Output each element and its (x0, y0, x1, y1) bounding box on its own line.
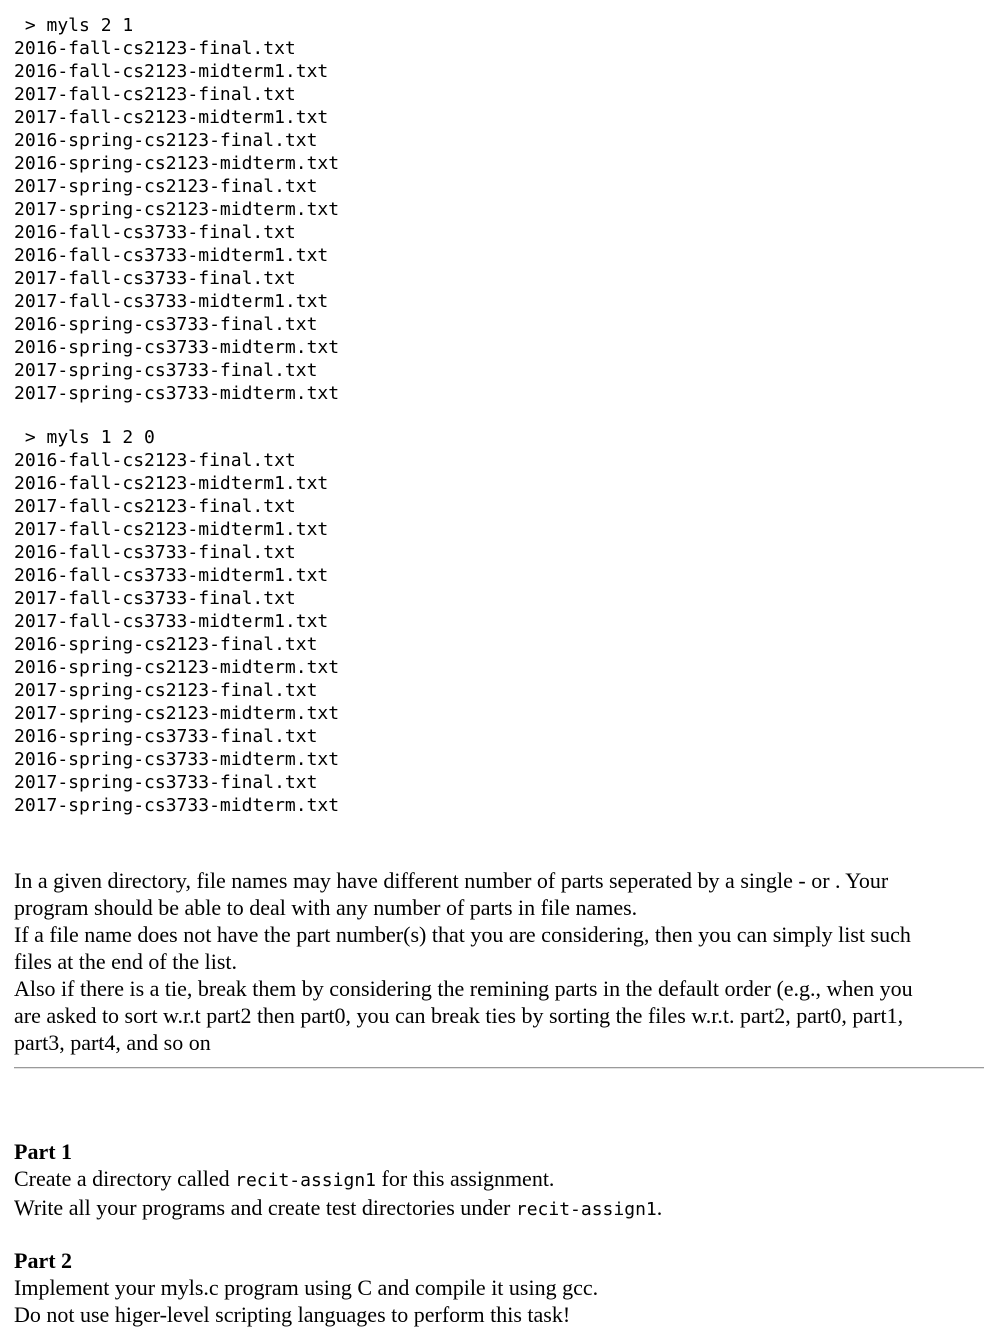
file-name-line: 2017-fall-cs2123-midterm1.txt (14, 107, 329, 128)
file-name-line: 2017-spring-cs2123-final.txt (14, 680, 318, 701)
file-name-line: 2016-fall-cs3733-final.txt (14, 542, 296, 563)
paragraph-line: Also if there is a tie, break them by considering the remining parts in the default order (e.g., when you (14, 976, 913, 1001)
file-name-line: 2016-fall-cs3733-midterm1.txt (14, 245, 329, 266)
part-1-section (14, 1138, 986, 1223)
file-name-line: 2016-spring-cs3733-midterm.txt (14, 337, 340, 358)
file-name-line: 2017-fall-cs3733-final.txt (14, 268, 296, 289)
file-name-line: 2017-spring-cs3733-final.txt (14, 772, 318, 793)
file-name-line: 2017-fall-cs3733-final.txt (14, 588, 296, 609)
command-prompt: > myls 1 2 0 (14, 427, 155, 448)
file-name-line: 2016-fall-cs2123-midterm1.txt (14, 61, 329, 82)
file-name-line: 2016-spring-cs2123-final.txt (14, 130, 318, 151)
file-name-line: 2016-spring-cs3733-final.txt (14, 314, 318, 335)
terminal-output-block-2 (14, 426, 339, 817)
part-1-line-2-end: . (656, 1195, 663, 1220)
file-name-line: 2017-fall-cs3733-midterm1.txt (14, 611, 329, 632)
terminal-output-block-1 (14, 14, 339, 405)
part-2-heading: Part 2 (14, 1248, 73, 1273)
paragraph-line: part3, part4, and so on (14, 1030, 211, 1055)
file-name-line: 2017-spring-cs3733-final.txt (14, 360, 318, 381)
file-name-line: 2016-fall-cs3733-final.txt (14, 222, 296, 243)
part-1-line-2 (14, 1194, 986, 1223)
file-name-line: 2016-spring-cs3733-final.txt (14, 726, 318, 747)
paragraph-line: files at the end of the list. (14, 949, 237, 974)
file-name-line: 2016-spring-cs2123-midterm.txt (14, 153, 340, 174)
file-name-line: 2016-spring-cs3733-midterm.txt (14, 749, 340, 770)
file-name-line: 2017-fall-cs2123-final.txt (14, 496, 296, 517)
part-1-line-1 (14, 1165, 986, 1194)
file-name-line: 2017-fall-cs2123-final.txt (14, 84, 296, 105)
command-prompt: > myls 2 1 (14, 15, 134, 36)
paragraph-line: In a given directory, file names may have different number of parts seperated by a single - or . Your (14, 868, 889, 893)
file-name-line: 2017-spring-cs2123-midterm.txt (14, 199, 340, 220)
file-name-line: 2016-fall-cs2123-final.txt (14, 450, 296, 471)
file-name-line: 2017-spring-cs3733-midterm.txt (14, 383, 340, 404)
part-1-line-2-text: Write all your programs and create test directories under (14, 1195, 516, 1220)
file-name-line: 2017-spring-cs2123-midterm.txt (14, 703, 340, 724)
file-name-line: 2016-spring-cs2123-midterm.txt (14, 657, 340, 678)
paragraph-line: If a file name does not have the part number(s) that you are considering, then you can simply list such (14, 922, 911, 947)
part-1-heading: Part 1 (14, 1139, 73, 1164)
paragraph-line: program should be able to deal with any number of parts in file names. (14, 895, 638, 920)
directory-name-code: recit-assign1 (515, 1199, 657, 1220)
part-2-section (14, 1247, 986, 1328)
file-name-line: 2017-spring-cs3733-midterm.txt (14, 795, 340, 816)
part-1-line-1-text: Create a directory called (14, 1166, 236, 1191)
file-name-line: 2016-fall-cs2123-midterm1.txt (14, 473, 329, 494)
file-name-line: 2017-fall-cs3733-midterm1.txt (14, 291, 329, 312)
description-paragraph (14, 867, 986, 1056)
file-name-line: 2016-fall-cs2123-final.txt (14, 38, 296, 59)
file-name-line: 2016-fall-cs3733-midterm1.txt (14, 565, 329, 586)
part-2-line-2: Do not use higer-level scripting languages to perform this task! (14, 1302, 571, 1327)
directory-name-code: recit-assign1 (235, 1170, 376, 1191)
file-name-line: 2017-fall-cs2123-midterm1.txt (14, 519, 329, 540)
file-name-line: 2017-spring-cs2123-final.txt (14, 176, 318, 197)
horizontal-divider (14, 1067, 984, 1069)
part-2-line-1: Implement your myls.c program using C and compile it using gcc. (14, 1275, 599, 1300)
file-name-line: 2016-spring-cs2123-final.txt (14, 634, 318, 655)
paragraph-line: are asked to sort w.r.t part2 then part0, you can break ties by sorting the files w.r.t. part2, part0, part1, (14, 1003, 904, 1028)
part-1-line-1-end: for this assignment. (376, 1166, 555, 1191)
